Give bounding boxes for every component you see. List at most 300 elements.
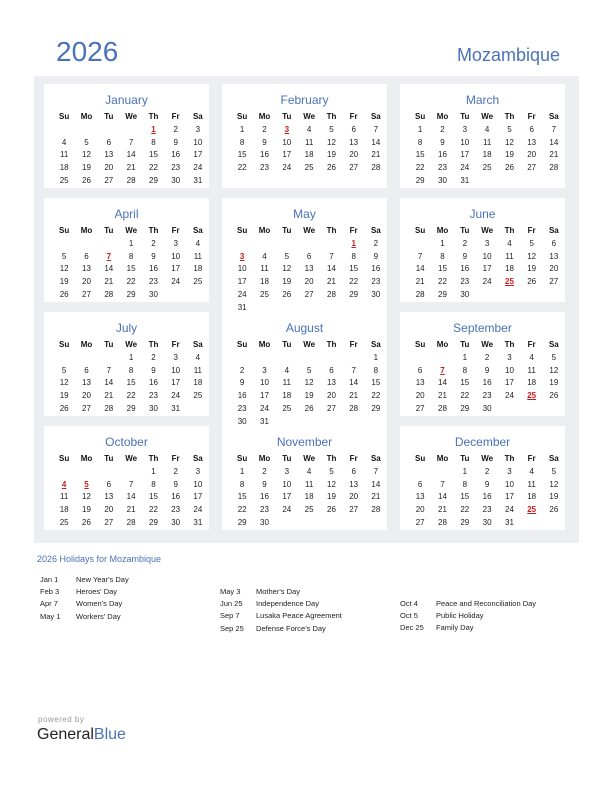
day-cell: 2 bbox=[440, 124, 445, 134]
day-cell: 20 bbox=[349, 150, 359, 160]
day-cell: 16 bbox=[260, 492, 269, 502]
day-cell: 19 bbox=[549, 378, 559, 388]
month-june bbox=[400, 198, 565, 302]
empty-cell bbox=[98, 238, 120, 251]
day-cell: 29 bbox=[349, 289, 359, 299]
day-cell: 21 bbox=[371, 492, 381, 502]
day-cell: 7 bbox=[551, 124, 557, 134]
empty-cell bbox=[298, 517, 320, 530]
day-cell: 1 bbox=[351, 238, 356, 248]
day-cell: 9 bbox=[262, 137, 267, 147]
weekday-header: Su bbox=[237, 226, 248, 235]
day-cell: 15 bbox=[126, 264, 136, 274]
day-cell: 9 bbox=[462, 251, 468, 261]
empty-cell bbox=[320, 517, 342, 530]
day-cell: 22 bbox=[460, 391, 470, 401]
day-cell: 21 bbox=[549, 150, 559, 160]
day-cell: 12 bbox=[549, 365, 559, 375]
holiday-item bbox=[220, 623, 342, 635]
empty-cell bbox=[253, 352, 275, 365]
day-cell: 4 bbox=[507, 238, 512, 248]
day-cell: 18 bbox=[282, 391, 292, 401]
holiday-date: Sep 25 bbox=[220, 623, 244, 633]
day-cell: 4 bbox=[484, 124, 490, 134]
day-cell: 30 bbox=[482, 517, 492, 527]
day-cell: 16 bbox=[482, 378, 492, 388]
holiday-item bbox=[40, 611, 129, 623]
empty-cell bbox=[98, 352, 120, 365]
holiday-item bbox=[400, 598, 536, 610]
day-cell: 19 bbox=[549, 492, 559, 502]
day-cell: 16 bbox=[171, 150, 181, 160]
day-cell: 24 bbox=[193, 163, 203, 173]
day-cell: 29 bbox=[415, 175, 425, 185]
day-cell: 2 bbox=[173, 124, 178, 134]
day-cell: 20 bbox=[327, 391, 336, 401]
day-cell: 20 bbox=[304, 277, 314, 287]
weekday-header: Th bbox=[148, 226, 159, 235]
month-august bbox=[222, 312, 387, 428]
day-cell: 13 bbox=[527, 137, 537, 147]
day-cell: 26 bbox=[59, 403, 69, 413]
day-cell: 29 bbox=[460, 517, 470, 527]
month-may bbox=[222, 198, 387, 314]
day-cell: 15 bbox=[460, 492, 470, 502]
month-table bbox=[409, 111, 565, 188]
day-cell: 27 bbox=[415, 403, 425, 413]
day-cell: 15 bbox=[126, 378, 136, 388]
empty-cell bbox=[320, 352, 342, 365]
day-cell: 26 bbox=[327, 505, 336, 515]
empty-cell bbox=[75, 352, 97, 365]
weekday-header: Mo bbox=[80, 454, 93, 463]
month-february bbox=[222, 84, 387, 188]
day-cell: 23 bbox=[149, 277, 158, 287]
day-cell: 8 bbox=[128, 365, 134, 375]
weekday-header: Th bbox=[148, 340, 159, 349]
day-cell: 10 bbox=[482, 251, 492, 261]
day-cell: 1 bbox=[417, 124, 423, 134]
day-cell: 17 bbox=[237, 277, 247, 287]
day-cell: 1 bbox=[373, 352, 379, 362]
day-cell: 1 bbox=[462, 466, 468, 476]
weekday-header: Sa bbox=[370, 340, 381, 349]
country-title: Mozambique bbox=[456, 45, 560, 65]
day-cell: 6 bbox=[329, 365, 334, 375]
generalblue-logo[interactable] bbox=[37, 726, 126, 744]
day-cell: 8 bbox=[417, 137, 423, 147]
day-cell: 3 bbox=[284, 466, 290, 476]
day-cell: 7 bbox=[106, 251, 112, 261]
day-cell: 13 bbox=[104, 492, 114, 502]
day-cell: 16 bbox=[149, 264, 158, 274]
weekday-header: Tu bbox=[104, 226, 114, 235]
day-cell: 21 bbox=[438, 391, 447, 401]
weekday-header: Tu bbox=[460, 454, 470, 463]
day-cell: 5 bbox=[551, 352, 557, 362]
day-cell: 25 bbox=[59, 175, 69, 185]
day-cell: 5 bbox=[306, 365, 312, 375]
day-cell: 14 bbox=[126, 150, 136, 160]
day-cell: 19 bbox=[59, 391, 69, 401]
day-cell: 14 bbox=[126, 492, 136, 502]
empty-cell bbox=[298, 352, 320, 365]
empty-cell bbox=[476, 289, 498, 302]
day-cell: 3 bbox=[507, 352, 512, 362]
day-cell: 29 bbox=[438, 289, 447, 299]
month-table bbox=[409, 225, 565, 302]
empty-cell bbox=[365, 517, 387, 530]
day-cell: 25 bbox=[282, 403, 292, 413]
weekday-header: Mo bbox=[80, 112, 93, 121]
day-cell: 23 bbox=[260, 163, 269, 173]
weekday-header: Sa bbox=[192, 340, 203, 349]
holiday-column bbox=[220, 586, 342, 635]
empty-cell bbox=[498, 175, 520, 188]
day-cell: 14 bbox=[438, 378, 447, 388]
empty-cell bbox=[409, 238, 431, 251]
day-cell: 1 bbox=[128, 238, 134, 248]
day-cell: 30 bbox=[260, 517, 269, 527]
day-cell: 13 bbox=[104, 150, 114, 160]
day-cell: 31 bbox=[505, 517, 514, 527]
weekday-header: We bbox=[125, 112, 138, 121]
day-cell: 22 bbox=[371, 391, 381, 401]
day-cell: 5 bbox=[529, 238, 534, 248]
day-cell: 18 bbox=[260, 277, 269, 287]
day-cell: 2 bbox=[173, 466, 178, 476]
day-cell: 30 bbox=[149, 289, 158, 299]
day-cell: 30 bbox=[438, 175, 447, 185]
day-cell: 22 bbox=[126, 277, 136, 287]
month-table bbox=[231, 111, 387, 175]
weekday-header: Su bbox=[237, 112, 248, 121]
day-cell: 12 bbox=[82, 492, 91, 502]
day-cell: 2 bbox=[484, 352, 490, 362]
day-cell: 16 bbox=[260, 150, 269, 160]
holiday-date: Jun 25 bbox=[220, 599, 243, 609]
weekday-header: We bbox=[481, 226, 494, 235]
month-january bbox=[44, 84, 209, 188]
day-cell: 23 bbox=[371, 277, 381, 287]
day-cell: 8 bbox=[351, 251, 356, 261]
day-cell: 19 bbox=[327, 150, 336, 160]
day-cell: 16 bbox=[171, 492, 181, 502]
weekday-header: Sa bbox=[370, 226, 381, 235]
day-cell: 16 bbox=[438, 150, 447, 160]
day-cell: 12 bbox=[505, 137, 514, 147]
day-cell: 20 bbox=[527, 150, 537, 160]
weekday-header: Sa bbox=[370, 454, 381, 463]
day-cell: 24 bbox=[171, 277, 181, 287]
day-cell: 9 bbox=[373, 251, 379, 261]
empty-cell bbox=[276, 238, 298, 251]
day-cell: 27 bbox=[104, 175, 114, 185]
day-cell: 2 bbox=[484, 466, 490, 476]
holiday-name: Mother's Day bbox=[256, 587, 300, 596]
day-cell: 20 bbox=[104, 163, 114, 173]
empty-cell bbox=[75, 238, 97, 251]
day-cell: 28 bbox=[126, 175, 136, 185]
day-cell: 9 bbox=[262, 479, 267, 489]
holiday-date: May 1 bbox=[40, 611, 61, 621]
weekday-header: We bbox=[303, 454, 316, 463]
day-cell: 3 bbox=[462, 124, 468, 134]
day-cell: 2 bbox=[462, 238, 468, 248]
weekday-header: Sa bbox=[370, 112, 381, 121]
day-cell: 15 bbox=[237, 150, 247, 160]
weekday-header: Su bbox=[415, 226, 426, 235]
day-cell: 27 bbox=[82, 403, 91, 413]
weekday-header: Tu bbox=[104, 340, 114, 349]
weekday-header: We bbox=[303, 112, 316, 121]
weekday-header: Fr bbox=[349, 112, 358, 121]
day-cell: 22 bbox=[237, 505, 247, 515]
day-cell: 29 bbox=[371, 403, 381, 413]
day-cell: 11 bbox=[527, 365, 536, 375]
weekday-header: Th bbox=[148, 112, 159, 121]
day-cell: 10 bbox=[193, 137, 203, 147]
day-cell: 8 bbox=[239, 137, 245, 147]
month-name: February bbox=[280, 93, 329, 107]
day-cell: 23 bbox=[482, 391, 492, 401]
day-cell: 9 bbox=[484, 365, 490, 375]
day-cell: 9 bbox=[239, 378, 245, 388]
day-cell: 4 bbox=[284, 365, 290, 375]
day-cell: 12 bbox=[327, 137, 336, 147]
day-cell: 24 bbox=[505, 505, 514, 515]
day-cell: 6 bbox=[84, 251, 89, 261]
weekday-header: Su bbox=[59, 454, 70, 463]
weekday-header: Mo bbox=[436, 454, 449, 463]
day-cell: 27 bbox=[527, 163, 537, 173]
day-cell: 6 bbox=[417, 365, 423, 375]
day-cell: 13 bbox=[304, 264, 314, 274]
day-cell: 6 bbox=[306, 251, 312, 261]
weekday-header: We bbox=[481, 112, 494, 121]
empty-cell bbox=[298, 238, 320, 251]
day-cell: 10 bbox=[282, 479, 292, 489]
day-cell: 26 bbox=[82, 175, 91, 185]
weekday-header: Mo bbox=[258, 340, 271, 349]
empty-cell bbox=[543, 403, 565, 416]
day-cell: 20 bbox=[349, 492, 359, 502]
day-cell: 1 bbox=[151, 466, 156, 476]
day-cell: 31 bbox=[193, 517, 203, 527]
holiday-item bbox=[40, 598, 129, 610]
day-cell: 30 bbox=[482, 403, 492, 413]
weekday-header: Mo bbox=[80, 226, 93, 235]
day-cell: 2 bbox=[262, 466, 267, 476]
day-cell: 11 bbox=[59, 492, 69, 502]
holiday-name: Defense Force's Day bbox=[256, 623, 326, 633]
weekday-header: Tu bbox=[282, 112, 292, 121]
day-cell: 10 bbox=[171, 365, 181, 375]
weekday-header: Sa bbox=[548, 226, 559, 235]
day-cell: 18 bbox=[193, 264, 203, 274]
weekday-header: Fr bbox=[171, 340, 180, 349]
day-cell: 2 bbox=[262, 124, 267, 134]
empty-cell bbox=[276, 352, 298, 365]
day-cell: 23 bbox=[149, 391, 158, 401]
day-cell: 4 bbox=[306, 124, 312, 134]
weekday-header: Fr bbox=[527, 112, 536, 121]
day-cell: 14 bbox=[104, 378, 114, 388]
weekday-header: Sa bbox=[192, 454, 203, 463]
day-cell: 11 bbox=[260, 264, 269, 274]
weekday-header: Su bbox=[59, 340, 70, 349]
day-cell: 23 bbox=[171, 163, 181, 173]
day-cell: 6 bbox=[106, 479, 112, 489]
day-cell: 13 bbox=[82, 378, 91, 388]
day-cell: 2 bbox=[151, 238, 156, 248]
holiday-column bbox=[40, 574, 129, 623]
day-cell: 8 bbox=[440, 251, 445, 261]
day-cell: 24 bbox=[482, 277, 492, 287]
month-name: May bbox=[293, 207, 316, 221]
day-cell: 8 bbox=[151, 137, 156, 147]
weekday-header: Sa bbox=[548, 340, 559, 349]
empty-cell bbox=[409, 466, 431, 479]
weekday-header: Th bbox=[326, 340, 337, 349]
day-cell: 12 bbox=[82, 150, 91, 160]
day-cell: 22 bbox=[237, 163, 247, 173]
empty-cell bbox=[320, 238, 342, 251]
weekday-header: We bbox=[481, 454, 494, 463]
day-cell: 19 bbox=[82, 505, 91, 515]
day-cell: 30 bbox=[171, 175, 181, 185]
day-cell: 11 bbox=[482, 137, 492, 147]
day-cell: 1 bbox=[239, 124, 245, 134]
day-cell: 22 bbox=[126, 391, 136, 401]
holiday-name: Public Holiday bbox=[436, 611, 484, 621]
holiday-item bbox=[40, 586, 129, 598]
month-table bbox=[409, 339, 565, 416]
day-cell: 4 bbox=[195, 238, 201, 248]
day-cell: 15 bbox=[149, 150, 158, 160]
weekday-header: Fr bbox=[349, 340, 358, 349]
empty-cell bbox=[231, 352, 253, 365]
day-cell: 12 bbox=[327, 479, 336, 489]
day-cell: 3 bbox=[284, 124, 290, 134]
month-name: June bbox=[469, 207, 496, 221]
empty-cell bbox=[521, 403, 543, 416]
day-cell: 23 bbox=[438, 163, 447, 173]
day-cell: 14 bbox=[415, 264, 425, 274]
day-cell: 7 bbox=[373, 466, 379, 476]
weekday-header: Tu bbox=[460, 112, 470, 121]
day-cell: 20 bbox=[549, 264, 559, 274]
weekday-header: Su bbox=[415, 454, 426, 463]
day-cell: 30 bbox=[460, 289, 470, 299]
month-name: July bbox=[115, 321, 138, 335]
weekday-header: We bbox=[125, 454, 138, 463]
day-cell: 29 bbox=[460, 403, 470, 413]
day-cell: 1 bbox=[239, 466, 245, 476]
day-cell: 6 bbox=[106, 137, 112, 147]
day-cell: 24 bbox=[171, 391, 181, 401]
weekday-header: Fr bbox=[171, 112, 180, 121]
weekday-header: Sa bbox=[548, 454, 559, 463]
holiday-date: Feb 3 bbox=[40, 587, 60, 597]
month-name: August bbox=[285, 321, 324, 335]
day-cell: 7 bbox=[417, 251, 423, 261]
day-cell: 15 bbox=[371, 378, 381, 388]
day-cell: 25 bbox=[260, 289, 269, 299]
day-cell: 21 bbox=[104, 277, 114, 287]
day-cell: 17 bbox=[193, 150, 203, 160]
day-cell: 18 bbox=[59, 505, 69, 515]
holiday-date: Sep 7 bbox=[220, 611, 240, 621]
month-september bbox=[400, 312, 565, 416]
month-table bbox=[231, 339, 387, 429]
day-cell: 23 bbox=[260, 505, 269, 515]
day-cell: 3 bbox=[239, 251, 245, 261]
day-cell: 17 bbox=[505, 378, 514, 388]
day-cell: 27 bbox=[327, 403, 336, 413]
day-cell: 25 bbox=[527, 391, 537, 401]
day-cell: 13 bbox=[349, 137, 359, 147]
day-cell: 31 bbox=[237, 302, 247, 312]
day-cell: 15 bbox=[237, 492, 247, 502]
day-cell: 13 bbox=[415, 378, 425, 388]
day-cell: 3 bbox=[262, 365, 267, 375]
day-cell: 17 bbox=[171, 378, 181, 388]
day-cell: 28 bbox=[371, 163, 381, 173]
day-cell: 3 bbox=[173, 352, 178, 362]
day-cell: 16 bbox=[482, 492, 492, 502]
day-cell: 18 bbox=[193, 378, 203, 388]
month-name: November bbox=[276, 435, 333, 449]
month-name: September bbox=[453, 321, 512, 335]
day-cell: 28 bbox=[438, 403, 447, 413]
day-cell: 15 bbox=[460, 378, 470, 388]
weekday-header: Sa bbox=[192, 112, 203, 121]
weekday-header: Tu bbox=[460, 340, 470, 349]
day-cell: 17 bbox=[193, 492, 203, 502]
day-cell: 27 bbox=[104, 517, 114, 527]
weekday-header: We bbox=[481, 340, 494, 349]
day-cell: 21 bbox=[371, 150, 381, 160]
day-cell: 24 bbox=[460, 163, 470, 173]
day-cell: 29 bbox=[149, 517, 158, 527]
day-cell: 17 bbox=[171, 264, 181, 274]
day-cell: 17 bbox=[282, 492, 292, 502]
day-cell: 15 bbox=[349, 264, 359, 274]
day-cell: 18 bbox=[304, 150, 314, 160]
weekday-header: Th bbox=[326, 112, 337, 121]
day-cell: 10 bbox=[505, 479, 514, 489]
day-cell: 5 bbox=[84, 137, 89, 147]
day-cell: 28 bbox=[549, 163, 559, 173]
weekday-header: Mo bbox=[436, 226, 449, 235]
day-cell: 6 bbox=[351, 466, 356, 476]
day-cell: 19 bbox=[282, 277, 292, 287]
weekday-header: Mo bbox=[80, 340, 93, 349]
day-cell: 26 bbox=[82, 517, 91, 527]
day-cell: 25 bbox=[482, 163, 492, 173]
empty-cell bbox=[521, 289, 543, 302]
empty-cell bbox=[431, 352, 453, 365]
day-cell: 17 bbox=[482, 264, 492, 274]
weekday-header: Th bbox=[326, 226, 337, 235]
day-cell: 4 bbox=[529, 466, 534, 476]
day-cell: 20 bbox=[82, 391, 91, 401]
day-cell: 24 bbox=[193, 505, 203, 515]
day-cell: 11 bbox=[505, 251, 514, 261]
day-cell: 1 bbox=[462, 352, 468, 362]
day-cell: 5 bbox=[284, 251, 290, 261]
